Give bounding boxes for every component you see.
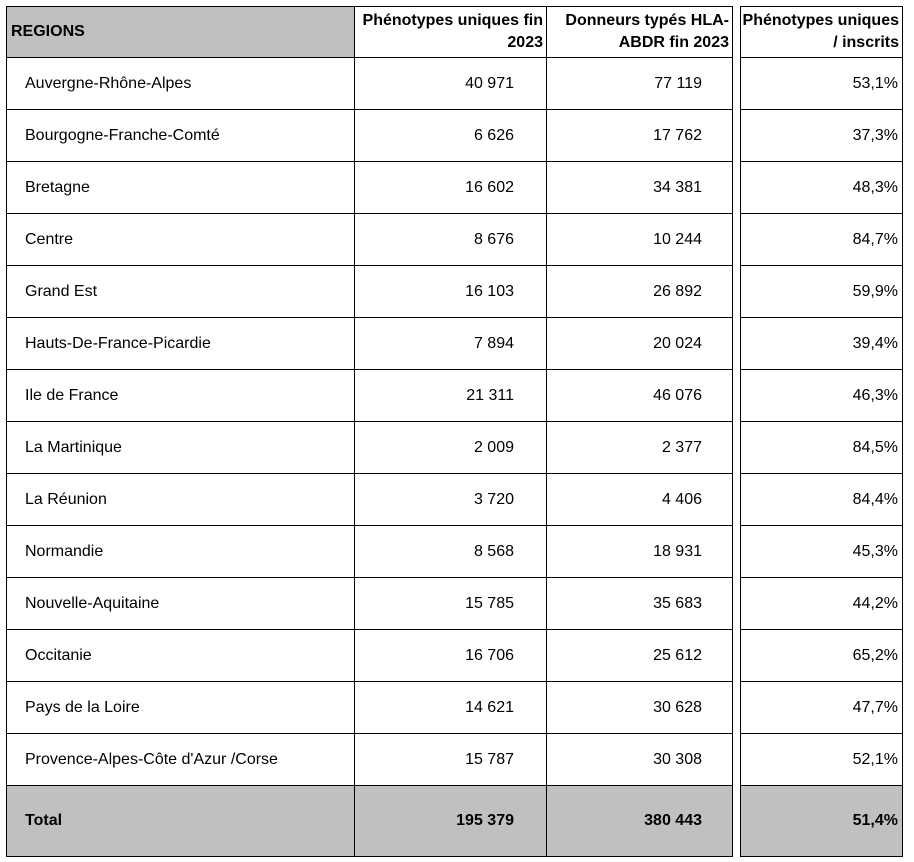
column-gap <box>733 578 741 630</box>
column-gap <box>733 370 741 422</box>
phenotypes-cell: 21 311 <box>355 370 547 422</box>
table-row <box>7 266 903 318</box>
region-cell: Nouvelle-Aquitaine <box>7 578 355 630</box>
donors-cell: 4 406 <box>547 474 733 526</box>
regions-table <box>6 6 903 857</box>
table-row <box>7 110 903 162</box>
phenotypes-cell: 2 009 <box>355 422 547 474</box>
column-gap <box>733 318 741 370</box>
header-donors: Donneurs typés HLA- ABDR fin 2023 <box>547 7 733 58</box>
donors-cell: 17 762 <box>547 110 733 162</box>
table-row <box>7 474 903 526</box>
region-cell: Total <box>7 786 355 857</box>
ratio-cell: 65,2% <box>741 630 903 682</box>
table-row <box>7 422 903 474</box>
ratio-cell: 84,7% <box>741 214 903 266</box>
phenotypes-cell: 16 706 <box>355 630 547 682</box>
column-gap <box>733 630 741 682</box>
donors-cell: 20 024 <box>547 318 733 370</box>
total-row <box>7 786 903 857</box>
phenotypes-cell: 15 787 <box>355 734 547 786</box>
phenotypes-cell: 14 621 <box>355 682 547 734</box>
donors-cell: 35 683 <box>547 578 733 630</box>
region-cell: Hauts-De-France-Picardie <box>7 318 355 370</box>
donors-cell: 77 119 <box>547 58 733 110</box>
column-gap <box>733 58 741 110</box>
ratio-cell: 45,3% <box>741 526 903 578</box>
ratio-cell: 59,9% <box>741 266 903 318</box>
region-cell: La Réunion <box>7 474 355 526</box>
region-cell: Centre <box>7 214 355 266</box>
ratio-cell: 47,7% <box>741 682 903 734</box>
ratio-cell: 52,1% <box>741 734 903 786</box>
donors-cell: 25 612 <box>547 630 733 682</box>
ratio-cell: 37,3% <box>741 110 903 162</box>
table-body <box>7 58 903 857</box>
header-ratio: Phénotypes uniques / inscrits <box>741 7 903 58</box>
phenotypes-cell: 3 720 <box>355 474 547 526</box>
donors-cell: 34 381 <box>547 162 733 214</box>
phenotypes-cell: 8 676 <box>355 214 547 266</box>
region-cell: Bourgogne-Franche-Comté <box>7 110 355 162</box>
phenotypes-cell: 40 971 <box>355 58 547 110</box>
column-gap <box>733 110 741 162</box>
region-cell: Bretagne <box>7 162 355 214</box>
table-row <box>7 162 903 214</box>
ratio-cell: 51,4% <box>741 786 903 857</box>
column-gap <box>733 734 741 786</box>
ratio-cell: 44,2% <box>741 578 903 630</box>
column-gap <box>733 422 741 474</box>
table-row <box>7 682 903 734</box>
donors-cell: 2 377 <box>547 422 733 474</box>
donors-cell: 18 931 <box>547 526 733 578</box>
region-cell: Occitanie <box>7 630 355 682</box>
column-gap <box>733 7 741 58</box>
donors-cell: 26 892 <box>547 266 733 318</box>
region-cell: Grand Est <box>7 266 355 318</box>
phenotypes-cell: 7 894 <box>355 318 547 370</box>
table-row <box>7 630 903 682</box>
ratio-cell: 84,4% <box>741 474 903 526</box>
donors-cell: 30 308 <box>547 734 733 786</box>
table-row <box>7 58 903 110</box>
table-row <box>7 214 903 266</box>
column-gap <box>733 266 741 318</box>
donors-cell: 10 244 <box>547 214 733 266</box>
phenotypes-cell: 195 379 <box>355 786 547 857</box>
phenotypes-cell: 6 626 <box>355 110 547 162</box>
column-gap <box>733 162 741 214</box>
donors-cell: 380 443 <box>547 786 733 857</box>
table-row <box>7 526 903 578</box>
ratio-cell: 53,1% <box>741 58 903 110</box>
phenotypes-cell: 16 103 <box>355 266 547 318</box>
region-cell: Ile de France <box>7 370 355 422</box>
region-cell: La Martinique <box>7 422 355 474</box>
header-row <box>7 7 903 58</box>
column-gap <box>733 474 741 526</box>
phenotypes-cell: 15 785 <box>355 578 547 630</box>
phenotypes-cell: 8 568 <box>355 526 547 578</box>
ratio-cell: 39,4% <box>741 318 903 370</box>
region-cell: Pays de la Loire <box>7 682 355 734</box>
donors-cell: 46 076 <box>547 370 733 422</box>
region-cell: Normandie <box>7 526 355 578</box>
ratio-cell: 48,3% <box>741 162 903 214</box>
header-regions: REGIONS <box>7 7 355 58</box>
column-gap <box>733 786 741 857</box>
column-gap <box>733 526 741 578</box>
phenotypes-cell: 16 602 <box>355 162 547 214</box>
ratio-cell: 46,3% <box>741 370 903 422</box>
region-cell: Provence-Alpes-Côte d'Azur /Corse <box>7 734 355 786</box>
ratio-cell: 84,5% <box>741 422 903 474</box>
table-row <box>7 734 903 786</box>
table-row <box>7 318 903 370</box>
region-cell: Auvergne-Rhône-Alpes <box>7 58 355 110</box>
table-row <box>7 370 903 422</box>
regions-table-container <box>6 6 903 857</box>
column-gap <box>733 214 741 266</box>
column-gap <box>733 682 741 734</box>
table-row <box>7 578 903 630</box>
header-phenotypes: Phénotypes uniques fin 2023 <box>355 7 547 58</box>
donors-cell: 30 628 <box>547 682 733 734</box>
